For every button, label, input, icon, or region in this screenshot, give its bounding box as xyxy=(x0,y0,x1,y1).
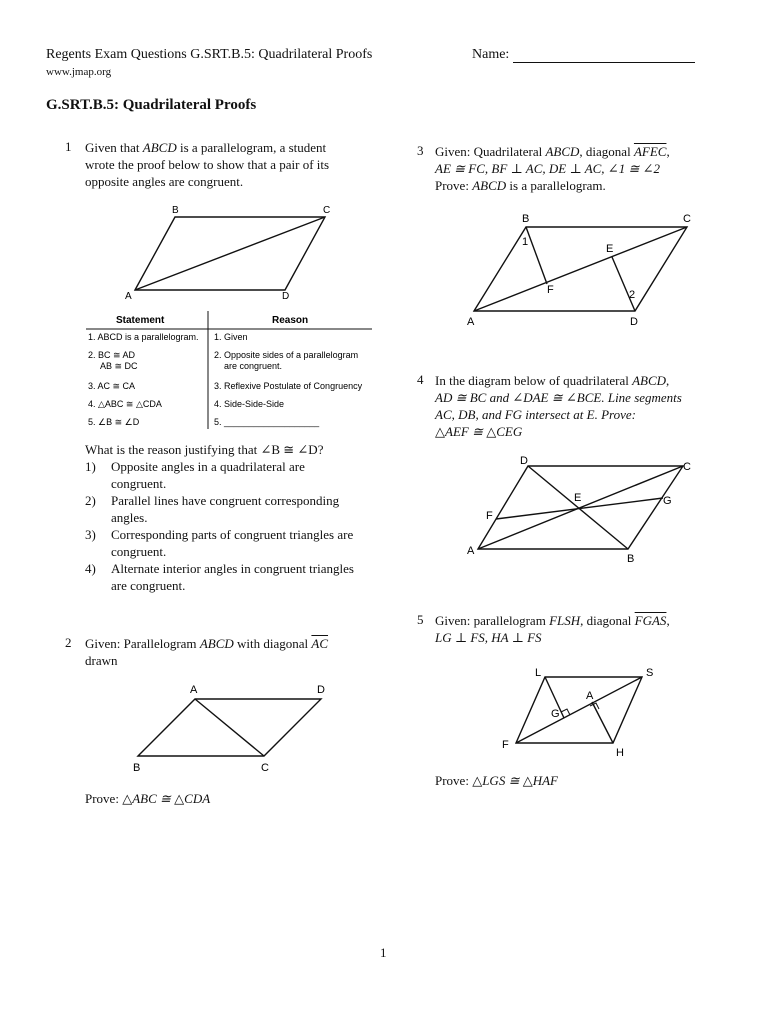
q3-label-c: C xyxy=(683,213,691,225)
q3-number: 3 xyxy=(417,143,424,158)
q1-statement-5: 5. ∠B ≅ ∠D xyxy=(88,417,140,427)
q5-l1-b: , diagonal xyxy=(580,613,635,628)
q2-abcd: ABCD xyxy=(199,636,234,651)
q4-abcd: ABCD xyxy=(632,373,667,388)
q2-given-a: Given: Parallelogram xyxy=(85,636,200,651)
section-title: G.SRT.B.5: Quadrilateral Proofs xyxy=(46,97,257,113)
q5-l1-c: , xyxy=(666,613,670,628)
q3-label-a: A xyxy=(467,316,475,328)
q1-text xyxy=(85,139,385,190)
q5-line2: LG ⊥ FS, HA ⊥ FS xyxy=(435,630,542,645)
q5-number: 5 xyxy=(417,612,424,627)
q2-prove-label: Prove: xyxy=(85,791,123,806)
q3-label-e: E xyxy=(606,243,614,255)
q5-label-g: G xyxy=(551,708,560,720)
q3-l3-b: is a parallelogram. xyxy=(506,178,606,193)
q1-proof-table xyxy=(86,309,376,431)
name-blank-line xyxy=(513,48,695,63)
q2-label-c: C xyxy=(261,762,269,774)
q5-l1-a: Given: parallelogram xyxy=(435,613,550,628)
q4-label-c: C xyxy=(683,461,691,473)
q5-label-l: L xyxy=(535,667,542,679)
header-title: Regents Exam Questions G.SRT.B.5: Quadrilateral Proofs xyxy=(46,47,373,62)
q5-label-a: A xyxy=(586,690,594,702)
q5-segment-ha xyxy=(592,702,613,743)
q1-text-b: is a parallelogram, a student xyxy=(176,140,327,155)
q1-line3: opposite angles are congruent. xyxy=(85,174,244,189)
q1-statement-1: 1. ABCD is a parallelogram. xyxy=(88,332,199,342)
site-url: www.jmap.org xyxy=(46,66,112,78)
q1-statement-2: 2. BC ≅ AD xyxy=(88,350,136,360)
q4-line2: AD ≅ BC and ∠DAE ≅ ∠BCE. Line segments xyxy=(435,390,682,405)
page-number: 1 xyxy=(380,945,387,960)
q3-label-1: 1 xyxy=(522,236,529,248)
q3-diagram xyxy=(460,208,700,333)
q4-label-g: G xyxy=(663,495,672,507)
q1-text-a: Given that xyxy=(85,140,143,155)
q1-label-b: B xyxy=(172,205,179,216)
q3-l3-a: Prove: xyxy=(435,178,473,193)
q1-reason-2: 2. Opposite sides of a parallelogram xyxy=(214,350,359,360)
q1-label-c: C xyxy=(323,205,331,216)
q3-label-f: F xyxy=(547,284,554,296)
q1-option-4[interactable]: 4) Alternate interior angles in congruent triangles are congruent. xyxy=(85,561,354,593)
q1-reason-1: 1. Given xyxy=(214,332,248,342)
q5-diagonal-fs xyxy=(516,677,642,743)
q2-ac: $\overline{AC}$ xyxy=(311,636,329,651)
q5-label-s: S xyxy=(646,667,654,679)
q3-label-d: D xyxy=(630,316,638,328)
q2-given-b: with diagonal xyxy=(233,636,312,651)
q3-l3-abcd: ABCD xyxy=(472,178,507,193)
q3-segment-de xyxy=(612,257,635,311)
q4-label-f: F xyxy=(486,510,493,522)
q1-label-d: D xyxy=(282,291,290,302)
q2-label-a: A xyxy=(190,684,198,696)
q2-prove xyxy=(85,790,210,807)
q2-label-b: B xyxy=(133,762,141,774)
q2-number: 2 xyxy=(65,635,72,650)
q4-line4: △AEF ≅ △CEG xyxy=(435,424,523,439)
q3-label-b: B xyxy=(522,213,530,225)
q2-line2: drawn xyxy=(85,653,118,668)
q3-diagonal xyxy=(474,227,687,311)
name-label: Name: xyxy=(472,47,510,62)
q4-diagonal-db xyxy=(528,466,628,549)
name-field xyxy=(472,47,695,63)
q1-options xyxy=(85,458,385,594)
q4-label-e: E xyxy=(574,492,582,504)
q5-prove xyxy=(435,772,558,789)
q3-label-2: 2 xyxy=(629,289,636,301)
q5-label-f: F xyxy=(502,739,509,751)
q2-diagram xyxy=(125,682,340,774)
q4-text xyxy=(435,372,725,440)
q1-option-1[interactable]: 1) Opposite angles in a quadrilateral are congruent. xyxy=(85,459,305,491)
q1-option-3[interactable]: 3) Corresponding parts of congruent triangles are congruent. xyxy=(85,527,354,559)
q2-prove-stmt: △ABC ≅ △CDA xyxy=(122,791,211,806)
q1-header-reason: Reason xyxy=(272,315,309,326)
q3-l1-c: , xyxy=(666,144,670,159)
q4-label-b: B xyxy=(627,553,635,565)
q1-diagonal xyxy=(135,217,325,290)
q1-reason-5: 5. ___________________ xyxy=(214,417,320,427)
q5-prove-label: Prove: xyxy=(435,773,473,788)
q1-diagram xyxy=(110,200,350,305)
q1-header-statement: Statement xyxy=(116,315,165,326)
q4-l1-a: In the diagram below of quadrilateral xyxy=(435,373,633,388)
q2-diagonal xyxy=(195,699,264,756)
q3-line2: AE ≅ FC, BF ⊥ AC, DE ⊥ AC, ∠1 ≅ ∠2 xyxy=(435,161,660,176)
q1-reason-4: 4. Side-Side-Side xyxy=(214,399,285,409)
q4-diagonal-ac xyxy=(478,466,683,549)
q1-question: What is the reason justifying that ∠B ≅ ∠D? xyxy=(85,442,324,457)
q1-line2: wrote the proof below to show that a pair of its xyxy=(85,157,330,172)
q2-label-d: D xyxy=(317,684,325,696)
q3-l1-a: Given: Quadrilateral xyxy=(435,144,546,159)
q3-text xyxy=(435,143,725,194)
q4-line3: AC, DB, and FG intersect at E. Prove: xyxy=(435,407,636,422)
q1-number: 1 xyxy=(65,139,72,154)
q3-afec: AFEC xyxy=(633,144,667,159)
q3-abcd: ABCD xyxy=(545,144,580,159)
q4-label-d: D xyxy=(520,455,528,467)
q2-text xyxy=(85,635,385,669)
q1-label-a: A xyxy=(125,291,132,302)
q1-abcd: ABCD xyxy=(142,140,177,155)
q4-label-a: A xyxy=(467,545,475,557)
q3-segment-bf xyxy=(526,227,547,284)
q1-statement-3: 3. AC ≅ CA xyxy=(88,381,136,391)
q5-fgas: FGAS xyxy=(634,613,667,628)
q5-prove-stmt: △LGS ≅ △HAF xyxy=(472,773,558,788)
q5-label-h: H xyxy=(616,747,624,759)
q1-option-2[interactable]: 2) Parallel lines have congruent corresponding angles. xyxy=(85,493,340,525)
q3-l1-b: , diagonal xyxy=(579,144,634,159)
q1-reason-2b: are congruent. xyxy=(224,361,283,371)
q5-flsh: FLSH xyxy=(549,613,581,628)
q1-statement-4: 4. △ABC ≅ △CDA xyxy=(88,399,162,409)
q4-number: 4 xyxy=(417,372,424,387)
q4-diagram xyxy=(460,452,700,567)
q5-text xyxy=(435,612,725,646)
q5-diagram xyxy=(495,660,670,760)
q1-reason-3: 3. Reflexive Postulate of Congruency xyxy=(214,381,363,391)
q4-l1-b: , xyxy=(666,373,670,388)
q1-statement-2b: AB ≅ DC xyxy=(100,361,138,371)
